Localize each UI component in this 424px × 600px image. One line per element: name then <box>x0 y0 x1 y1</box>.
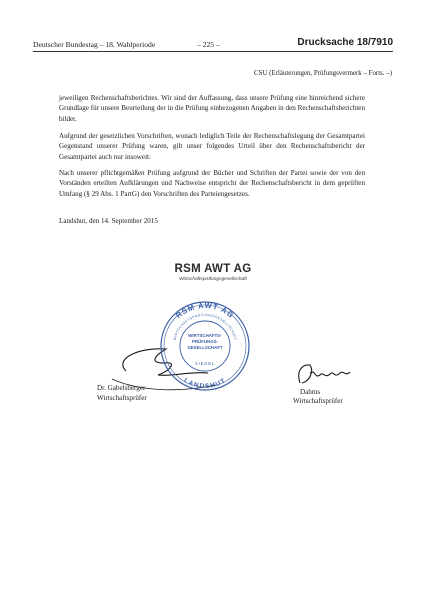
seal-top-text: RSM AWT AG <box>174 300 236 321</box>
firm-name: RSM AWT AG <box>174 263 252 275</box>
document-number: Drucksache 18/7910 <box>297 37 393 48</box>
paragraph-3: Nach unserer pflichtgemäßen Prüfung aufgrund der Bücher und Schriften der Partei sowie der von den Vorständen erteilten Aufklärungen und Nachweise entspricht der Rechenschaftsbericht in dem geprüften Umfang (§ 29 Abs. 1 PartG) den Vorschriften des Parteiengesetzes. <box>59 169 365 198</box>
place-date: Landshut, den 14. September 2015 <box>59 217 158 225</box>
signature-right <box>290 361 360 387</box>
seal-ring-text: WIRTSCHAFTSPRÜFUNGSGESELLSCHAFT <box>172 312 238 341</box>
svg-text:LANDSHUT <box>183 377 228 390</box>
seal-body <box>161 301 249 390</box>
seal-siegel: SIEGEL <box>195 361 215 366</box>
paragraph-1: jeweiligen Rechenschaftsberichtes. Wir sind der Auffassung, dass unsere Prüfung eine hinreichend sichere Grundlage für unsere Beurteilung der in die Prüfung einbezogenen Angaben in den Rechenschaftsberichten bildet. <box>59 94 365 123</box>
page-number: – 225 – <box>197 40 220 49</box>
seal-center-line-2: PRÜFUNGS- <box>191 339 219 344</box>
seal-bottom-text: LANDSHUT <box>182 377 228 391</box>
seal-center-line-3: GESELLSCHAFT <box>187 345 223 350</box>
header-left: Deutscher Bundestag – 18. Wahlperiode <box>33 40 156 49</box>
signatory-right-title: Wirtschaftsprüfer <box>293 397 343 405</box>
paragraph-2: Aufgrund der gesetzlichen Vorschriften, wonach lediglich Teile der Rechenschaftslegung der Gesamtpartei Gegenstand unserer Prüfung waren, gilt unser folgendes Urteil über den Rechenschaftsbericht der Gesamtpartei auch nur insoweit: <box>59 132 365 161</box>
signatory-right-name: Dahms <box>300 388 321 396</box>
firm-subtitle: Wirtschaftsprüfungsgesellschaft <box>179 277 247 282</box>
signatory-left-name: Dr. Gabelsberger <box>97 384 146 392</box>
svg-text:RSM AWT AG <box>174 301 236 320</box>
signatory-left-title: Wirtschaftsprüfer <box>97 394 147 402</box>
seal-center-line-1: WIRTSCHAFTS- <box>188 333 222 338</box>
header-rule <box>33 51 393 52</box>
section-title: CSU (Erläuterungen, Prüfungsvermerk – Forts. –) <box>254 70 392 77</box>
